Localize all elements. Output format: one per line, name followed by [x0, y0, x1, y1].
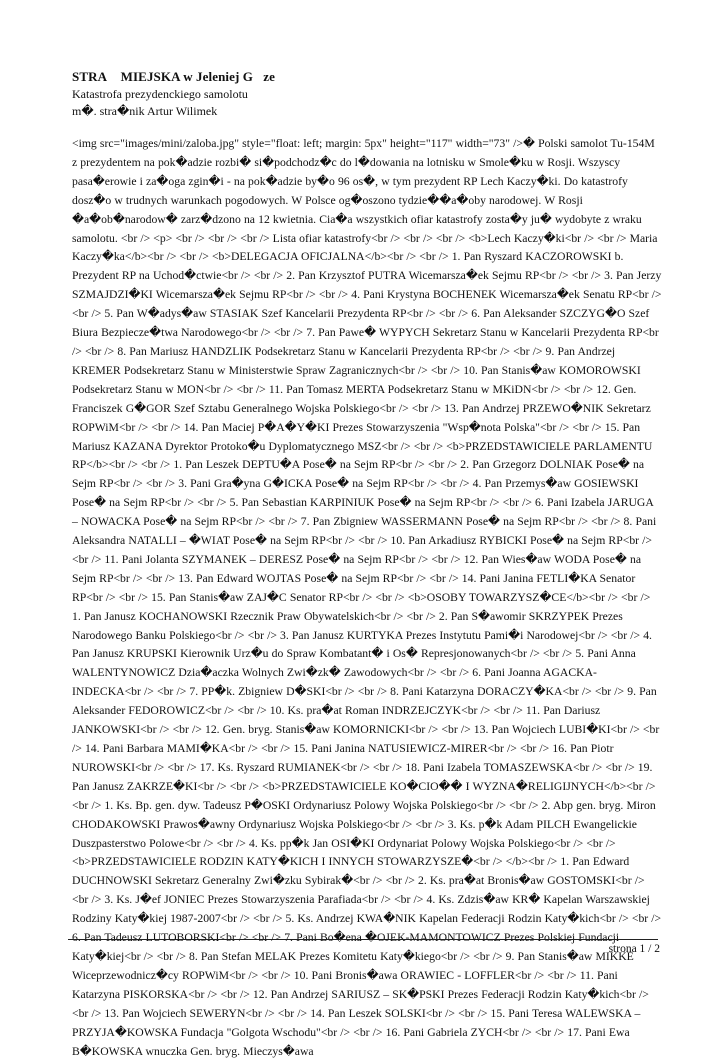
document-author: m�. stra�nik Artur Wilimek — [72, 104, 218, 118]
document-header — [72, 68, 662, 120]
document-subtitle: Katastrofa prezydenckiego samolotu — [72, 87, 248, 101]
page-number: strona 1 / 2 — [608, 943, 660, 955]
article-body: <img src="images/mini/zaloba.jpg" style="float: left; margin: 5px" height="117" width="73" />� Polski samolot Tu-154M z prezydentem na pok�adzie rozbi� si�podchodz�c do l�dowania na lotnisku w Smole�ku w Rosji. Wszyscy pasa�erowie i za�oga zgin�i - na pok�adzie by�o 96 os�, w tym prezydent RP Lech Kaczy�ki. Do katastrofy dosz�o w trudnych warunkach pogodowych. W Polsce og�oszono tydzie��a�oby narodowej. W Rosji �a�ob�narodow� zarz�dzono na 12 kwietnia. Cia�a wszystkich ofiar katastrofy zosta�y ju� wydobyte z wraku samolotu. <br /> <p> <br /> <br /> <br /> Lista ofiar katastrofy<br /> <br /> <br /> <b>Lech Kaczy�ki<br /> <br /> Maria Kaczy�ka</b><br /> <br /> <b>DELEGACJA OFICJALNA</b><br /> <br /> 1. Pan Ryszard KACZOROWSKI b. Prezydent RP na Uchod�ctwie<br /> <br /> 2. Pan Krzysztof PUTRA Wicemarsza�ek Sejmu RP<br /> <br /> 3. Pan Jerzy SZMAJDZI�KI Wicemarsza�ek Sejmu RP<br /> <br /> 4. Pani Krystyna BOCHENEK Wicemarsza�ek Senatu RP<br /> <br /> 5. Pan W�adys�aw STASIAK Szef Kancelarii Prezydenta RP<br /> <br /> 6. Pan Aleksander SZCZYG�O Szef Biura Bezpiecze�twa Narodowego<br /> <br /> 7. Pan Pawe� WYPYCH Sekretarz Stanu w Kancelarii Prezydenta RP<br /> <br /> 8. Pan Mariusz HANDZLIK Podsekretarz Stanu w Kancelarii Prezydenta RP<br /> <br /> 9. Pan Andrzej KREMER Podsekretarz Stanu w Ministerstwie Spraw Zagranicznych<br /> <br /> 10. Pan Stanis�aw KOMOROWSKI Podsekretarz Stanu w MON<br /> <br /> 11. Pan Tomasz MERTA Podsekretarz Stanu w MKiDN<br /> <br /> 12. Gen. Franciszek G�GOR Szef Sztabu Generalnego Wojska Polskiego<br /> <br /> 13. Pan Andrzej PRZEWO�NIK Sekretarz ROPWiM<br /> <br /> 14. Pan Maciej P�A�Y�KI Prezes Stowarzyszenia "Wsp�nota Polska"<br /> <br /> 15. Pan Mariusz KAZANA Dyrektor Protoko�u Dyplomatycznego MSZ<br /> <br /> <b>PRZEDSTAWICIELE PARLAMENTU RP</b><br /> <br /> 1. Pan Leszek DEPTU�A Pose� na Sejm RP<br /> <br /> 2. Pan Grzegorz DOLNIAK Pose� na Sejm RP<br /> <br /> 3. Pani Gra�yna G�ICKA Pose� na Sejm RP<br /> <br /> 4. Pan Przemys�aw GOSIEWSKI Pose� na Sejm RP<br /> <br /> 5. Pan Sebastian KARPINIUK Pose� na Sejm RP<br /> <br /> 6. Pani Izabela JARUGA – NOWACKA Pose� na Sejm RP<br /> <br /> 7. Pan Zbigniew WASSERMANN Pose� na Sejm RP<br /> <br /> 8. Pani Aleksandra NATALLI – �WIAT Pose� na Sejm RP<br /> <br /> 10. Pan Arkadiusz RYBICKI Pose� na Sejm RP<br /> <br /> 11. Pani Jolanta SZYMANEK – DERESZ Pose� na Sejm RP<br /> <br /> 12. Pan Wies�aw WODA Pose� na Sejm RP<br /> <br /> 13. Pan Edward WOJTAS Pose� na Sejm RP<br /> <br /> 14. Pani Janina FETLI�KA Senator RP<br /> <br /> 15. Pan Stanis�aw ZAJ�C Senator RP<br /> <br /> <b>OSOBY TOWARZYSZ�CE</b><br /> <br /> 1. Pan Janusz KOCHANOWSKI Rzecznik Praw Obywatelskich<br /> <br /> 2. Pan S�awomir SKRZYPEK Prezes Narodowego Banku Polskiego<br /> <br /> 3. Pan Janusz KURTYKA Prezes Instytutu Pami�i Narodowej<br /> <br /> 4. Pan Janusz KRUPSKI Kierownik Urz�u do Spraw Kombatant� i Os� Represjonowanych<br /> <br /> 5. Pani Anna WALENTYNOWICZ Dzia�aczka Wolnych Zwi�zk� Zawodowych<br /> <br /> 6. Pani Joanna AGACKA-INDECKA<br /> <br /> 7. PP�k. Zbigniew D�SKI<br /> <br /> 8. Pani Katarzyna DORACZY�KA<br /> <br /> 9. Pan Aleksander FEDOROWICZ<br /> <br /> 10. Ks. pra�at Roman INDRZEJCZYK<br /> <br /> 11. Pan Dariusz JANKOWSKI<br /> <br /> 12. Gen. bryg. Stanis�aw KOMORNICKI<br /> <br /> 13. Pan Wojciech LUBI�KI<br /> <br /> 14. Pani Barbara MAMI�KA<br /> <br /> 15. Pani Janina NATUSIEWICZ-MIRER<br /> <br /> 16. Pan Piotr NUROWSKI<br /> <br /> 17. Ks. Ryszard RUMIANEK<br /> <br /> 18. Pani Izabela TOMASZEWSKA<br /> <br /> 19. Pan Janusz ZAKRZE�KI<br /> <br /> <b>PRZEDSTAWICIELE KO�CIO�� I WYZNA�RELIGIJNYCH</b><br /> <br /> 1. Ks. Bp. gen. dyw. Tadeusz P�OSKI Ordynariusz Polowy Wojska Polskiego<br /> <br /> 2. Abp gen. bryg. Miron CHODAKOWSKI Prawos�awny Ordynariusz Wojska Polskiego<br /> <br /> 3. Ks. p�k Adam PILCH Ewangelickie Duszpasterstwo Polowe<br /> <br /> 4. Ks. pp�k Jan OSI�KI Ordynariat Polowy Wojska Polskiego<br /> <br /> <b>PRZEDSTAWICIELE RODZIN KATY�KICH I INNYCH STOWARZYSZE�<br /> </b><br /> 1. Pan Edward DUCHNOWSKI Sekretarz Generalny Zwi�zku Sybirak�<br /> <br /> 2. Ks. pra�at Bronis�aw GOSTOMSKI<br /> <br /> 3. Ks. J�ef JONIEC Prezes Stowarzyszenia Parafiada<br /> <br /> 4. Ks. Zdzis�aw KR� Kapelan Warszawskiej Rodziny Katy�kiej 1987-2007<br /> <br /> 5. Ks. Andrzej KWA�NIK Kapelan Federacji Rodzin Katy�kich<br /> <br /> 6. Pan Tadeusz LUTOBORSKI<br /> <br /> 7. Pani Bo�ena �OJEK-MAMONTOWICZ Prezes Polskiej Fundacji Katy�kiej<br /> <br /> 8. Pan Stefan MELAK Prezes Komitetu Katy�kiego<br /> <br /> 9. Pan Stanis�aw MIKKE Wiceprzewodnicz�cy ROPWiM<br /> <br /> 10. Pani Bronis�awa ORAWIEC - LOFFLER<br /> <br /> 11. Pani Katarzyna PISKORSKA<br /> <br /> 12. Pan Andrzej SARIUSZ – SK�PSKI Prezes Federacji Rodzin Katy�kich<br /> <br /> 13. Pan Wojciech SEWERYN<br /> <br /> 14. Pan Leszek SOLSKI<br /> <br /> 15. Pani Teresa WALEWSKA – PRZYJA�KOWSKA Fundacja "Golgota Wschodu"<br /> <br /> 16. Pani Gabriela ZYCH<br /> <br /> 17. Pani Ewa B�KOWSKA wnuczka Gen. bryg. Mieczys�awa — [72, 137, 662, 1058]
footer-divider — [68, 939, 658, 940]
document-title: STRA  MIEJSKA w Jeleniej G ze — [72, 69, 275, 84]
